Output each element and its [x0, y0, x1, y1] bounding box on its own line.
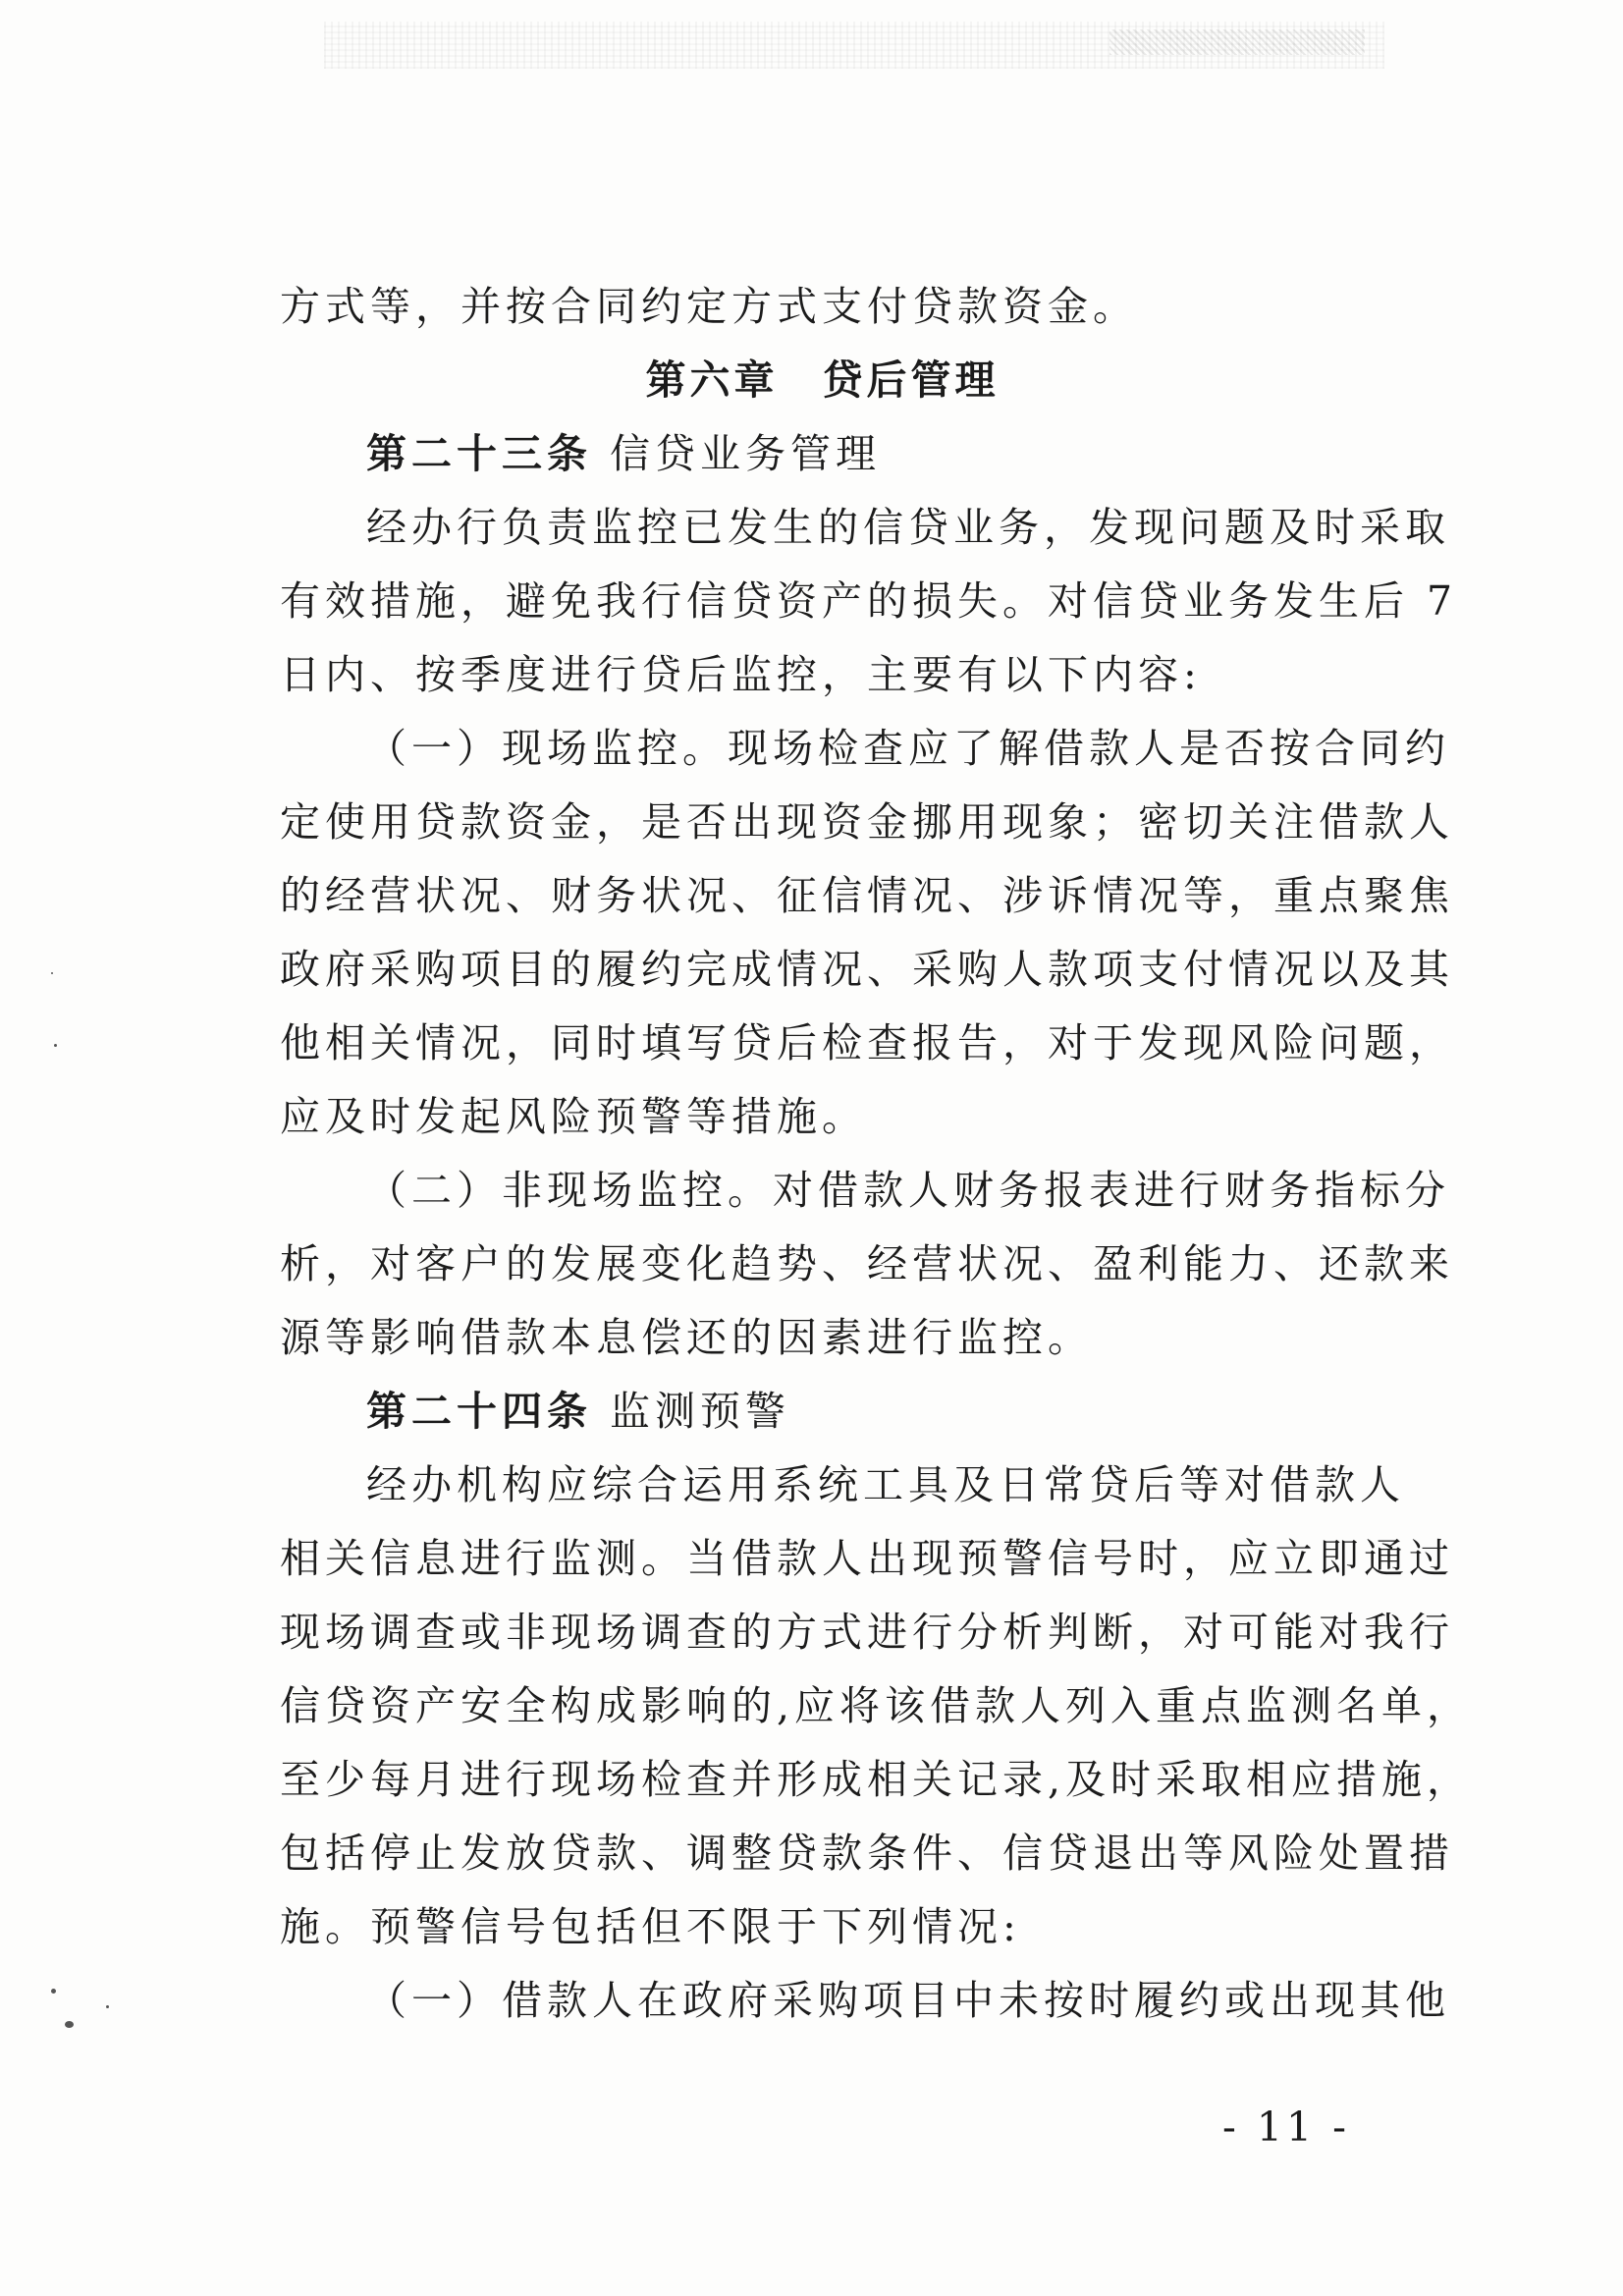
paragraph-line: 政府采购项目的履约完成情况、采购人款项支付情况以及其	[280, 946, 1454, 993]
article-title: 信贷业务管理	[610, 430, 882, 477]
document-body	[280, 270, 1473, 2038]
paragraph-line: （一）现场监控。现场检查应了解借款人是否按合同约	[366, 725, 1450, 772]
paragraph-line: 至少每月进行现场检查并形成相关记录,及时采取相应措施，	[280, 1756, 1473, 1803]
article-title: 监测预警	[610, 1388, 791, 1435]
article-heading-24	[280, 1375, 1345, 1449]
paragraph-line: 施。预警信号包括但不限于下列情况:	[280, 1903, 1021, 1950]
scan-speck	[65, 2021, 74, 2028]
scan-speck	[51, 972, 53, 974]
paragraph-line: 现场调查或非现场调查的方式进行分析判断，对可能对我行	[280, 1609, 1454, 1656]
paragraph-line: 的经营状况、财务状况、征信情况、涉诉情况等，重点聚焦	[280, 872, 1454, 919]
page-number: - 11 -	[1222, 2104, 1350, 2151]
paragraph-line: 信贷资产安全构成影响的,应将该借款人列入重点监测名单，	[280, 1682, 1473, 1729]
paragraph-line: （一）借款人在政府采购项目中未按时履约或出现其他	[366, 1977, 1450, 2024]
paragraph-line: （二）非现场监控。对借款人财务报表进行财务指标分	[366, 1167, 1450, 1214]
paragraph-line: 经办行负责监控已发生的信贷业务，发现问题及时采取	[366, 504, 1450, 551]
paragraph-line: 相关信息进行监测。当借款人出现预警信号时，应立即通过	[280, 1535, 1454, 1582]
scan-speck	[54, 1044, 57, 1047]
article-number: 第二十三条	[366, 430, 592, 477]
paragraph-line: 定使用贷款资金，是否出现资金挪用现象；密切关注借款人	[280, 798, 1454, 846]
scan-speck	[51, 1989, 56, 1994]
scan-speck	[106, 2005, 109, 2008]
article-heading-23	[280, 417, 1345, 491]
scan-artifact-top-dense	[1109, 29, 1365, 55]
paragraph-line: 源等影响借款本息偿还的因素进行监控。	[280, 1314, 1093, 1361]
paragraph-line: 应及时发起风险预警等措施。	[280, 1093, 867, 1140]
paragraph-line: 经办机构应综合运用系统工具及日常贷后等对借款人	[366, 1461, 1405, 1508]
paragraph-line: 有效措施，避免我行信贷资产的损失。对信贷业务发生后 7	[280, 577, 1458, 625]
paragraph-line: 析，对客户的发展变化趋势、经营状况、盈利能力、还款来	[280, 1240, 1454, 1287]
chapter-title: 第六章 贷后管理	[645, 356, 1000, 404]
article-number: 第二十四条	[366, 1388, 592, 1435]
paragraph-line: 方式等，并按合同约定方式支付贷款资金。	[280, 283, 1138, 330]
paragraph-line: 他相关情况，同时填写贷后检查报告，对于发现风险问题，	[280, 1019, 1454, 1066]
paragraph-line: 包括停止发放贷款、调整贷款条件、信贷退出等风险处置措	[280, 1830, 1454, 1877]
paragraph-line: 日内、按季度进行贷后监控，主要有以下内容:	[280, 651, 1202, 698]
